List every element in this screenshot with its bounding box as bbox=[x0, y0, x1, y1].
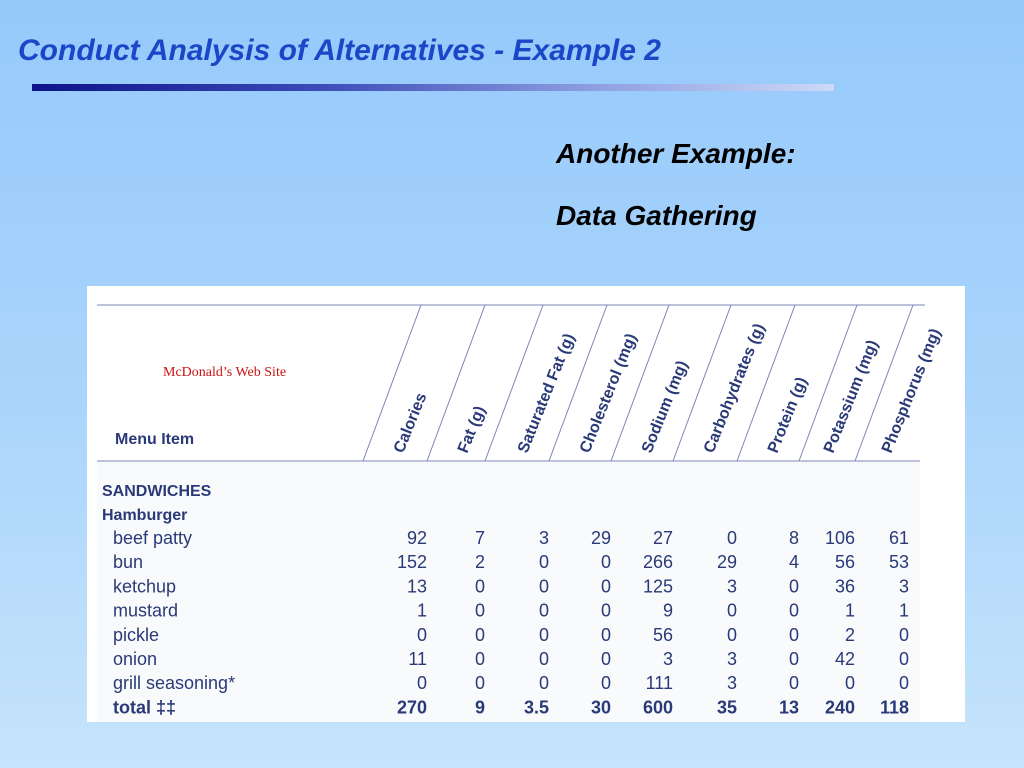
menu-item-header: Menu Item bbox=[115, 431, 195, 448]
row-item-label: total ‡‡ bbox=[113, 697, 177, 718]
row-value: 9 bbox=[662, 600, 673, 621]
row-value: 0 bbox=[416, 624, 427, 645]
row-value: 0 bbox=[726, 528, 737, 548]
row-value: 270 bbox=[396, 697, 427, 718]
row-value: 3 bbox=[898, 576, 909, 597]
row-value: 0 bbox=[600, 624, 611, 645]
source-label: McDonald’s Web Site bbox=[163, 365, 287, 380]
row-value: 1 bbox=[844, 600, 855, 621]
row-value: 0 bbox=[788, 673, 799, 694]
row-value: 0 bbox=[844, 673, 855, 694]
nutrition-table-image bbox=[87, 286, 965, 722]
row-value: 0 bbox=[600, 576, 611, 597]
row-value: 8 bbox=[788, 528, 799, 548]
row-value: 0 bbox=[600, 552, 611, 573]
row-item-label: bun bbox=[113, 552, 144, 573]
column-header: Saturated Fat (g) bbox=[514, 331, 579, 456]
row-value: 240 bbox=[824, 697, 855, 718]
row-value: 0 bbox=[474, 649, 485, 669]
row-value: 0 bbox=[788, 649, 799, 669]
heading-another-example: Another Example: bbox=[556, 138, 796, 169]
row-value: 0 bbox=[898, 673, 909, 694]
row-value: 0 bbox=[416, 673, 427, 694]
row-value: 3.5 bbox=[523, 697, 549, 718]
row-value: 0 bbox=[538, 673, 549, 694]
row-value: 1 bbox=[898, 600, 909, 621]
row-item-label: ketchup bbox=[113, 576, 177, 597]
row-value: 42 bbox=[834, 649, 855, 669]
subsection-label: Hamburger bbox=[102, 507, 188, 524]
row-value: 36 bbox=[834, 576, 855, 597]
column-header: Calories bbox=[390, 390, 431, 456]
row-value: 0 bbox=[600, 673, 611, 694]
row-value: 27 bbox=[652, 528, 673, 548]
row-value: 13 bbox=[778, 697, 799, 718]
row-value: 0 bbox=[538, 600, 549, 621]
row-value: 152 bbox=[396, 552, 427, 573]
slide-title: Conduct Analysis of Alternatives - Example 2 bbox=[18, 34, 661, 67]
row-item-label: grill seasoning* bbox=[113, 673, 236, 694]
row-value: 0 bbox=[474, 576, 485, 597]
nutrition-table bbox=[87, 286, 965, 722]
row-value: 29 bbox=[716, 552, 737, 573]
row-value: 0 bbox=[788, 600, 799, 621]
row-value: 2 bbox=[474, 552, 485, 573]
row-value: 56 bbox=[652, 624, 673, 645]
heading-data-gathering: Data Gathering bbox=[556, 200, 757, 231]
row-value: 30 bbox=[590, 697, 611, 718]
row-value: 0 bbox=[788, 576, 799, 597]
row-item-label: pickle bbox=[113, 624, 160, 645]
section-label: SANDWICHES bbox=[102, 483, 212, 500]
column-header: Sodium (mg) bbox=[638, 358, 692, 456]
row-value: 0 bbox=[474, 673, 485, 694]
column-header: Potassium (mg) bbox=[820, 337, 882, 456]
row-value: 35 bbox=[716, 697, 737, 718]
row-value: 111 bbox=[645, 673, 673, 694]
row-value: 0 bbox=[898, 624, 909, 645]
row-value: 600 bbox=[642, 697, 673, 718]
row-value: 0 bbox=[538, 576, 549, 597]
row-value: 61 bbox=[888, 528, 909, 548]
row-value: 3 bbox=[726, 673, 737, 694]
row-value: 3 bbox=[662, 649, 673, 669]
row-value: 1 bbox=[416, 600, 427, 621]
row-value: 0 bbox=[726, 600, 737, 621]
column-headers bbox=[391, 321, 944, 455]
row-value: 125 bbox=[642, 576, 673, 597]
column-header: Fat (g) bbox=[454, 403, 490, 456]
title-divider bbox=[32, 84, 834, 91]
row-item-label: onion bbox=[113, 649, 158, 669]
row-value: 13 bbox=[406, 576, 427, 597]
column-header: Protein (g) bbox=[764, 374, 811, 456]
row-value: 0 bbox=[538, 552, 549, 573]
row-value: 106 bbox=[824, 528, 855, 548]
row-value: 9 bbox=[474, 697, 485, 718]
row-value: 3 bbox=[726, 576, 737, 597]
column-header: Phosphorus (mg) bbox=[878, 326, 945, 456]
row-value: 4 bbox=[788, 552, 799, 573]
row-value: 0 bbox=[898, 649, 909, 669]
row-value: 29 bbox=[590, 528, 611, 548]
row-value: 92 bbox=[406, 528, 427, 548]
row-value: 3 bbox=[538, 528, 549, 548]
row-value: 7 bbox=[474, 528, 485, 548]
row-value: 266 bbox=[642, 552, 673, 573]
row-value: 0 bbox=[474, 624, 485, 645]
column-header: Cholesterol (mg) bbox=[576, 331, 641, 456]
row-value: 53 bbox=[888, 552, 909, 573]
row-value: 0 bbox=[538, 649, 549, 669]
row-value: 0 bbox=[788, 624, 799, 645]
row-value: 0 bbox=[538, 624, 549, 645]
row-value: 118 bbox=[879, 697, 909, 718]
row-value: 0 bbox=[600, 649, 611, 669]
row-value: 56 bbox=[834, 552, 855, 573]
row-value: 0 bbox=[474, 600, 485, 621]
row-value: 3 bbox=[726, 649, 737, 669]
row-item-label: beef patty bbox=[113, 528, 193, 548]
row-value: 0 bbox=[600, 600, 611, 621]
column-header: Carbohydrates (g) bbox=[700, 321, 769, 456]
row-value: 0 bbox=[726, 624, 737, 645]
row-value: 11 bbox=[408, 649, 427, 669]
row-item-label: mustard bbox=[113, 600, 179, 621]
row-value: 2 bbox=[844, 624, 855, 645]
